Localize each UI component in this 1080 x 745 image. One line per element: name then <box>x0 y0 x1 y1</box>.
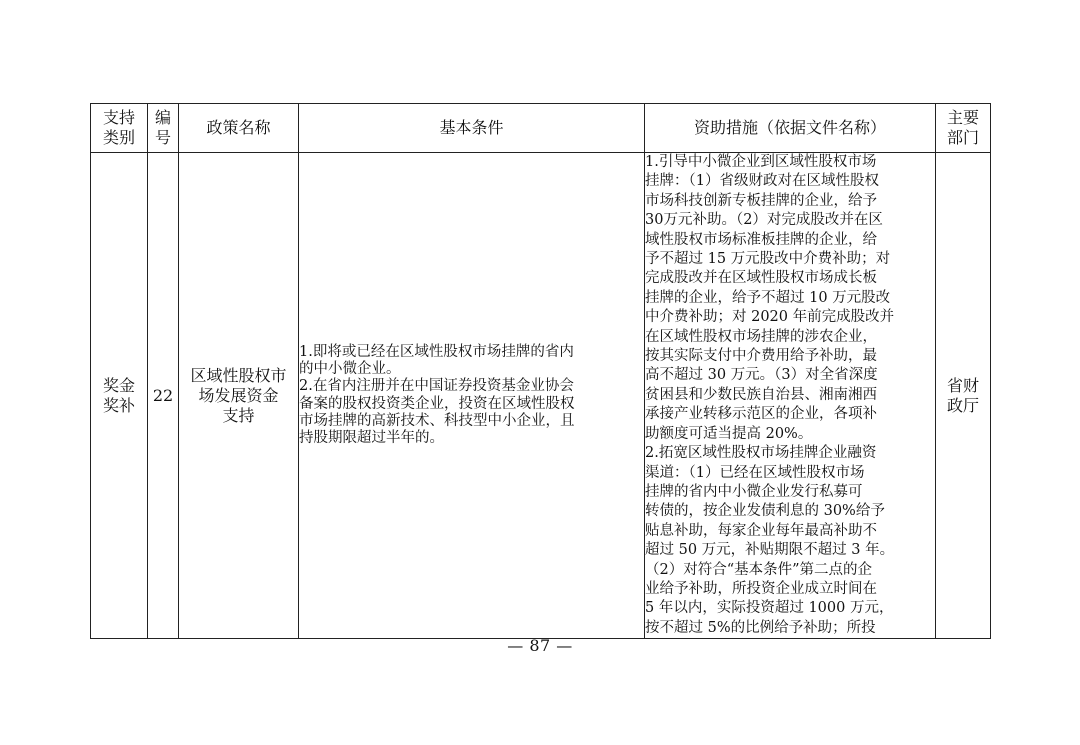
cell-conditions: 1.即将或已经在区域性股权市场挂牌的省内 的中小微企业。 2.在省内注册并在中国证券投资基金业协会 备案的股权投资类企业，投资在区域性股权 市场挂牌的高新技术、科技型中小企业，且 持股期限超过半年的。 <box>299 153 645 639</box>
header-number: 编 号 <box>148 104 179 153</box>
header-measures: 资助措施（依据文件名称） <box>645 104 936 153</box>
cell-category: 奖金 奖补 <box>91 153 148 639</box>
header-conditions: 基本条件 <box>299 104 645 153</box>
cell-department: 省财 政厅 <box>936 153 991 639</box>
header-policy-name: 政策名称 <box>179 104 299 153</box>
header-category: 支持 类别 <box>91 104 148 153</box>
table-row <box>91 153 991 639</box>
policy-table <box>90 103 991 639</box>
page-number: — 87 — <box>507 636 573 655</box>
cell-measures: 1.引导中小微企业到区域性股权市场 挂牌：（1）省级财政对在区域性股权 市场科技创新专板挂牌的企业，给予 30万元补助。（2）对完成股改并在区 域性股权市场标准板挂牌的企业，给 予不超过 15 万元股改中介费补助；对 完成股改并在区域性股权市场成长板 挂牌的企业，给予不超过 10 万元股改 中介费补助；对 2020 年前完成股改并 在区域性股权市场挂牌的涉农企业， 按其实际支付中介费用给予补助，最 高不超过 30 万元。（3）对全省深度 贫困县和少数民族自治县、湘南湘西 承接产业转移示范区的企业，各项补 助额度可适当提高 20%。 2.拓宽区域性股权市场挂牌企业融资 渠道：（1）已经在区域性股权市场 挂牌的省内中小微企业发行私募可 转债的，按企业发债利息的 30%给予 贴息补助，每家企业每年最高补助不 超过 50 万元，补贴期限不超过 3 年。 （2）对符合“基本条件”第二点的企 业给予补助，所投资企业成立时间在 5 年以内，实际投资超过 1000 万元， 按不超过 5%的比例给予补助；所投 <box>645 153 936 639</box>
cell-policy-name: 区域性股权市 场发展资金 支持 <box>179 153 299 639</box>
cell-number: 22 <box>148 153 179 639</box>
header-department: 主要 部门 <box>936 104 991 153</box>
table-header-row <box>91 104 991 153</box>
